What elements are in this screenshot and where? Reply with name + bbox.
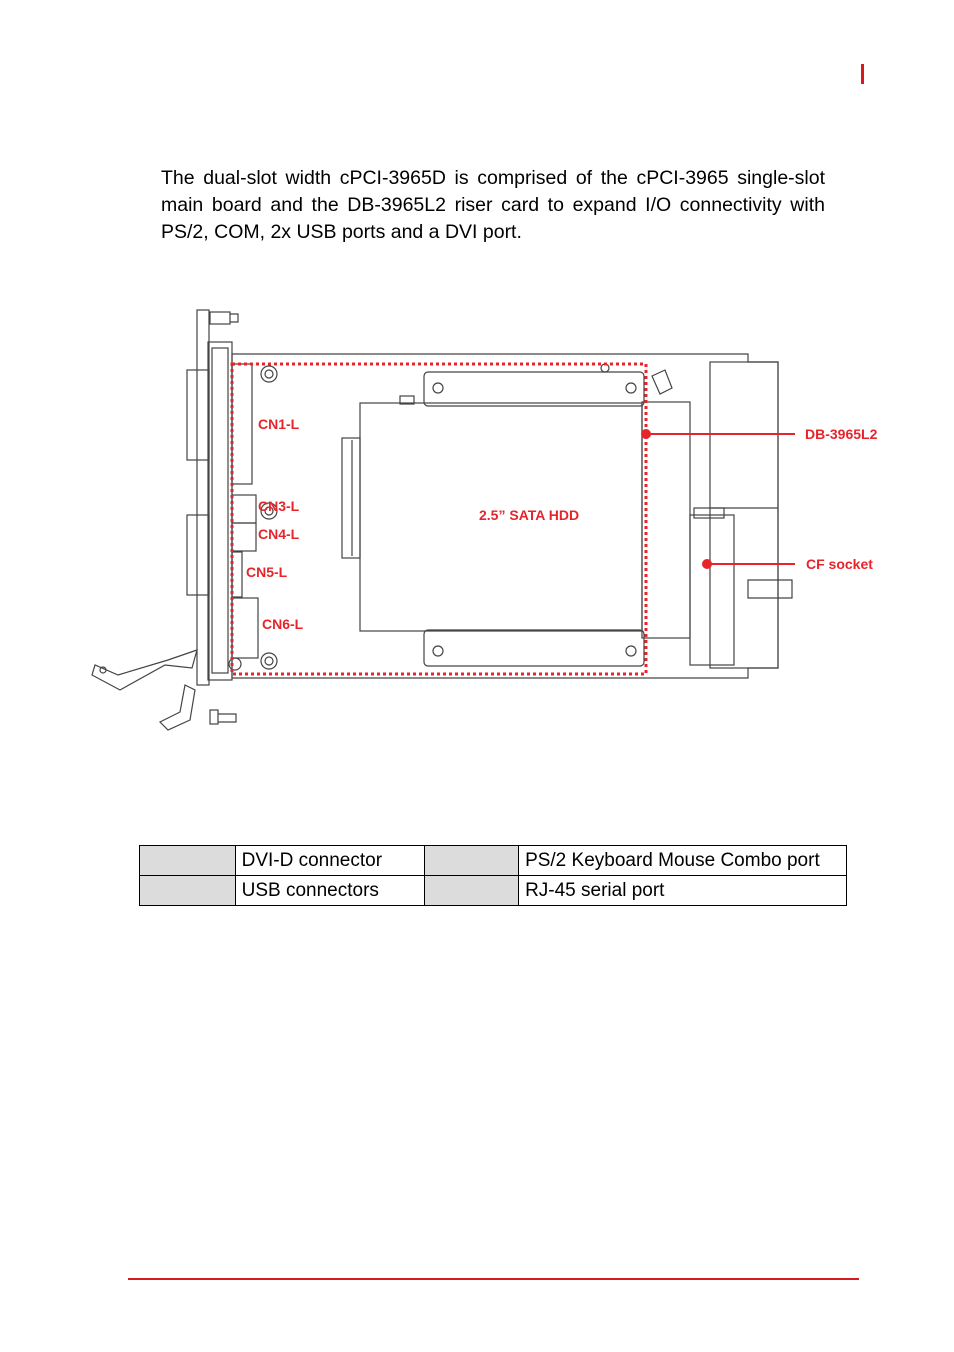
label-riser: DB-3965L2: [805, 426, 878, 442]
label-cn4: CN4-L: [258, 526, 300, 542]
board-diagram: [0, 290, 954, 750]
table-key-cell: [140, 846, 236, 876]
table-value-cell: RJ-45 serial port: [519, 876, 847, 906]
label-cn6: CN6-L: [262, 616, 304, 632]
table-value-cell: DVI-D connector: [235, 846, 425, 876]
label-hdd: 2.5” SATA HDD: [479, 507, 580, 523]
board-drawing: [0, 290, 954, 750]
table-key-cell: [425, 876, 519, 906]
callout-dot-riser: [641, 429, 651, 439]
hdd-bracket-bottom: [424, 630, 644, 666]
table-key-cell: [425, 846, 519, 876]
connector-table: [139, 845, 847, 906]
panel-edge: [197, 310, 209, 685]
header-marker: [861, 64, 864, 84]
label-cn1: CN1-L: [258, 416, 300, 432]
table-value-cell: USB connectors: [235, 876, 425, 906]
footer-rule: [128, 1278, 859, 1280]
intro-paragraph: The dual-slot width cPCI-3965D is comprised of the cPCI-3965 single-slot main board and the DB-3965L2 riser card to expand I/O connectivity with PS/2, COM, 2x USB ports and a DVI port.: [161, 167, 825, 243]
callout-dot-cf: [702, 559, 712, 569]
table-key-cell: [140, 876, 236, 906]
label-cf-socket: CF socket: [806, 556, 873, 572]
cf-socket: [690, 515, 734, 665]
hdd-bracket-top: [424, 372, 644, 406]
label-cn3: CN3-L: [258, 498, 300, 514]
table-row: [140, 846, 847, 876]
label-cn5: CN5-L: [246, 564, 288, 580]
ejector-handle: [92, 650, 197, 690]
table-row: [140, 876, 847, 906]
table-value-cell: PS/2 Keyboard Mouse Combo port: [519, 846, 847, 876]
